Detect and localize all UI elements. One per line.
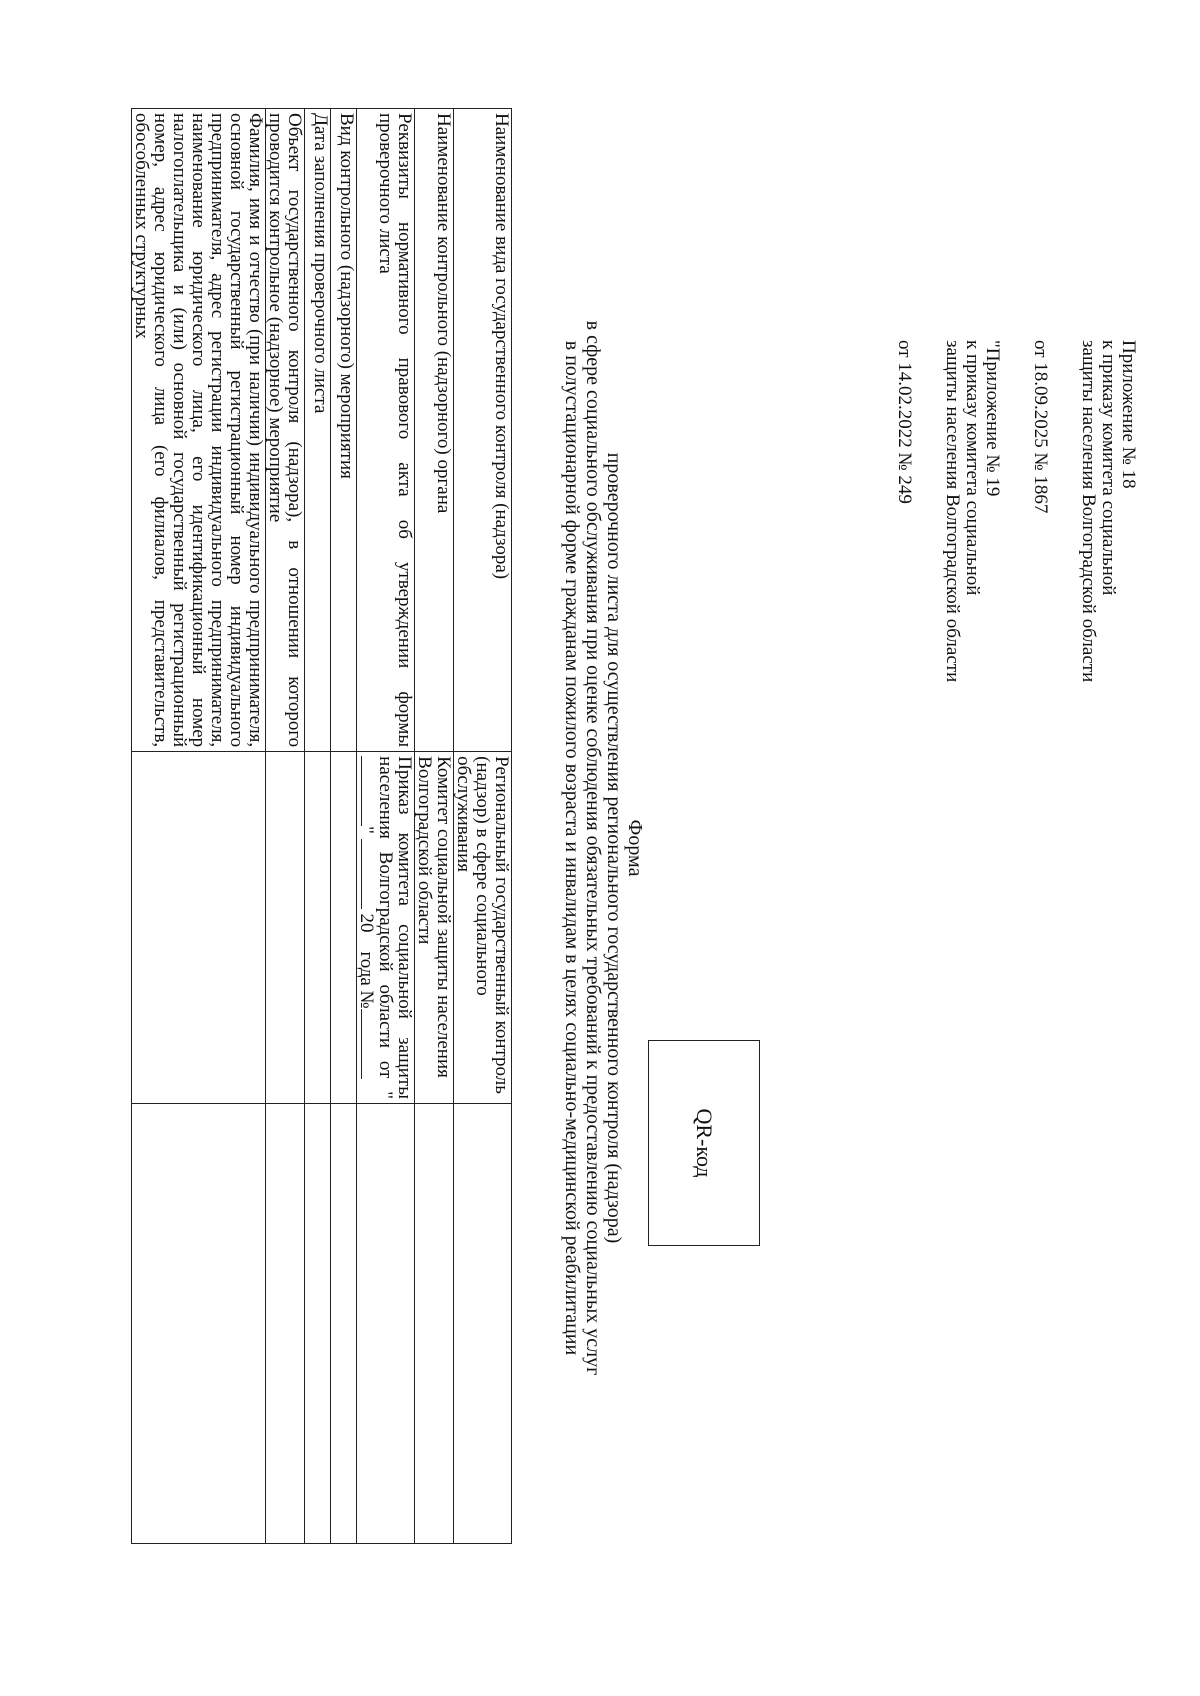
row-value-extra (331, 1103, 357, 1543)
form-heading (561, 0, 645, 1696)
form-subtitle-line-2: в сфере социального обслуживания при оценке соблюдения обязательных требований к предоставлению социальных услуг (582, 320, 604, 1376)
row-value-extra (266, 1103, 305, 1543)
appendix-a-line-1: Приложение № 18 (1118, 340, 1139, 489)
row-value[interactable] (305, 752, 331, 1104)
row-value[interactable] (132, 752, 266, 1104)
table-row (132, 109, 266, 1544)
row-value (357, 752, 415, 1104)
row-label: Вид контрольного (надзорного) мероприятия (331, 109, 357, 752)
row-value: Региональный государственный контроль (надзор) в сфере социального обслуживания (454, 752, 512, 1104)
appendix-b-line-3: защиты населения Волгоградской области (942, 340, 963, 683)
row-value-extra (454, 1103, 512, 1543)
table-row (331, 109, 357, 1544)
appendix-a-line-3: защиты населения Волгоградской области (1078, 340, 1099, 683)
form-subtitle-line-1: проверочного листа для осуществления регионального государственного контроля (надзора) (603, 452, 625, 1244)
appendix-b-date: от 14.02.2022 № 249 (894, 340, 915, 504)
table-row (454, 109, 512, 1544)
appendix-b-line-2: к приказу комитета социальной (962, 340, 983, 596)
order-day-blank (361, 756, 362, 826)
row-value[interactable] (266, 752, 305, 1104)
qr-code-label: QR-код (692, 1108, 717, 1178)
row-label: Дата заполнения проверочного листа (305, 109, 331, 752)
order-prefix: Приказ комитета социальной защиты населения Волгоградской области от " (375, 756, 415, 1099)
table-row (357, 109, 415, 1544)
table-row (266, 109, 305, 1544)
row-label: Объект государственного контроля (надзора), в отношении которого проводится контрольное (надзорное) мероприятие (266, 109, 305, 752)
qr-code-box (648, 1040, 760, 1246)
checklist-table (131, 108, 512, 1544)
appendix-b-line-1: "Приложение № 19 (982, 340, 1003, 497)
row-label: Реквизиты нормативного правового акта об утверждении формы проверочного листа (357, 109, 415, 752)
order-number-label: года № (356, 951, 377, 1009)
row-value: Комитет социальной защиты населения Волгоградской области (415, 752, 454, 1104)
order-year: 20 (356, 913, 377, 933)
row-label: Фамилия, имя и отчество (при наличии) индивидуального предпринимателя, основной государственный регистрационный номер индивидуального предпринимателя, адрес регистрации индивидуального предпринимателя, наименование юридического лица, его идентификационный номер налогоплательщика и (или) основной государственный регистрационный номер, адрес юридического лица (его филиалов, представительств, обособленных структурных (132, 109, 266, 752)
form-subtitle-line-3: в полустационарной форме гражданам пожилого возраста и инвалидам в целях социально-медицинской реабилитации (561, 340, 583, 1356)
table-row (305, 109, 331, 1544)
appendix-a-line-2: к приказу комитета социальной (1098, 340, 1119, 596)
row-label: Наименование вида государственного контроля (надзора) (454, 109, 512, 752)
order-quote: " (356, 826, 377, 834)
appendix-block (894, 340, 1138, 682)
table-row (415, 109, 454, 1544)
order-number-blank (361, 1009, 362, 1079)
row-value-extra (305, 1103, 331, 1543)
row-value-extra (415, 1103, 454, 1543)
row-value[interactable] (331, 752, 357, 1104)
form-title: Форма (624, 819, 646, 877)
row-label: Наименование контрольного (надзорного) органа (415, 109, 454, 752)
appendix-a-date: от 18.09.2025 № 1867 (1030, 340, 1051, 514)
row-value-extra (357, 1103, 415, 1543)
order-month-blank (361, 839, 362, 909)
row-value-extra (132, 1103, 266, 1543)
